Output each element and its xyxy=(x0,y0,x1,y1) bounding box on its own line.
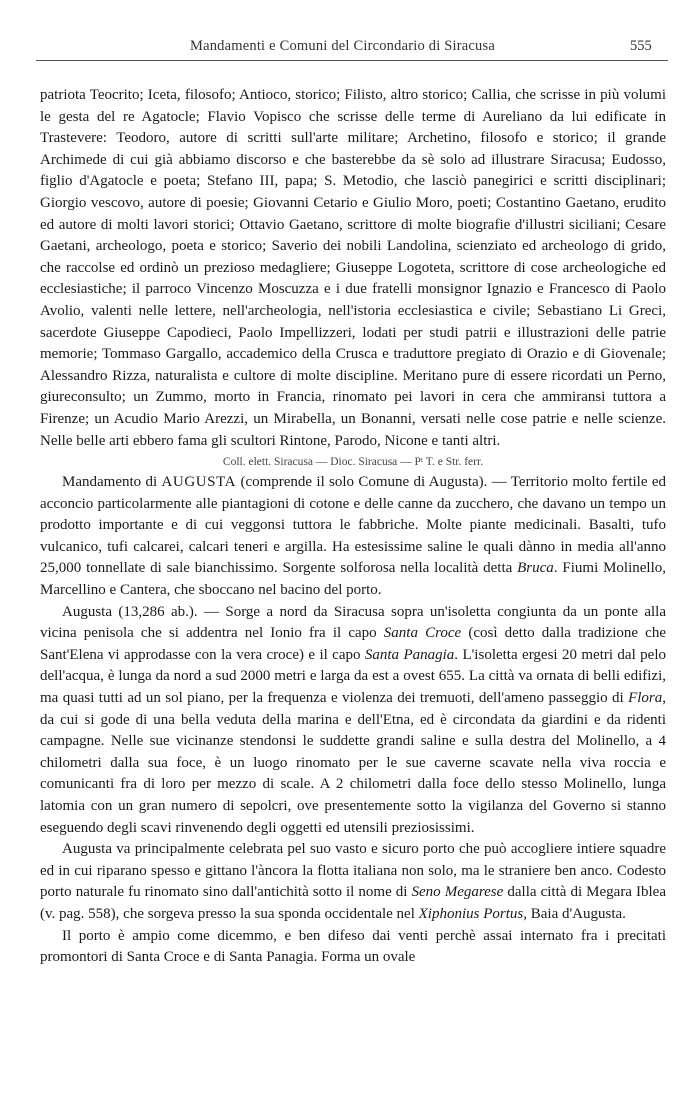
place-bruca: Bruca xyxy=(517,560,554,577)
porto-text-a: Augusta va principalmente celebrata pel suo vasto e sicuro porto che può accogliere intiere squadre ed in cui riparano spesso e gittano l'àncora la flotta italiana non solo, ma le straniere ben anco. Codesto porto naturale fu rinomato sino dall'antichità sotto il nome di xyxy=(40,841,666,901)
paragraph-porto-continued: Il porto è ampio come dicemmo, e ben difeso dai venti perchè assai internato fra i precitati promontori di Santa Croce e di Santa Panagia. Forma un ovale xyxy=(40,927,666,966)
mandamento-text-2: . Fiumi Molinello, Marcellino e Cantera, che sboccano nel bacino del porto. xyxy=(40,560,666,599)
place-seno-megarese: Seno Megarese xyxy=(411,884,504,901)
page-body xyxy=(40,85,666,969)
porto-text-c: dalla città di Megara Iblea (v. pag. 558), che sorgeva presso la sua sponda occidentale nel xyxy=(40,884,667,922)
electoral-footnote: Coll. elett. Siracusa — Dioc. Siracusa — Pᵗ T. e Str. ferr. xyxy=(222,456,484,469)
augusta-text-e: . L'isoletta ergesi 20 metri dal pelo dell'acqua, è lunga da nord a sud 2000 metri e larga da est a ovest 655. La città va ornata di belli edifizi, ma quasi tutti ad un sol piano, per la frequenza e violenza dei tremuoti, dell'ameno passeggio di xyxy=(40,646,666,707)
paragraph-augusta xyxy=(40,602,666,840)
augusta-text-g: , da cui si gode di una bella veduta della marina e dell'Etna, ed è circondata da giardini e da ridenti campagne. Nelle sue vicinanze stendonsi le suddette grandi saline e sulla destra del Molinello, a 4 chilometri dalla sua foce, è un luogo rinomato per le sue caverne scavate nella viva roccia e comunicanti fra di loro per mezzo di scale. A 2 chilometri dalla foce dello stesso Molinello, lunga latomia con un gran numero di sepolcri, ove presentemente sotto la vigilanza del Governo si stanno eseguendo degli scavi rinvenendo degli oggetti ed utensili preziosissimi. xyxy=(40,690,666,836)
mandamento-text: (comprende il solo Comune di Augusta). — Territorio molto fertile ed acconcio particolarmente alle piantagioni di cotone e delle canne da zucchero, che davano un tempo un prodotto importante e di cui veggonsi tuttora le fabbriche. Molte piante medicinali. Basalti, tufo vulcanico, tufi calcarei, calcari teneri e argilla. Ha estesissime saline le quali dànno in media all'anno 25,000 tonnellate di sale bianchissimo. Sorgente solforosa nella località detta xyxy=(40,474,666,577)
place-santa-panagia: Santa Panagia xyxy=(364,646,455,663)
augusta-text-c: (così detto dalla tradizione che Sant'Elena vi approdasse con la vera croce) e il capo xyxy=(40,625,666,663)
mandamento-name: AUGUSTA xyxy=(161,474,237,491)
place-santa-croce: Santa Croce xyxy=(383,625,462,642)
header-rule xyxy=(36,60,668,61)
porto-text-e: , Baia d'Augusta. xyxy=(523,905,626,922)
running-title: Mandamenti e Comuni del Circondario di Siracusa xyxy=(190,38,495,54)
running-header xyxy=(0,38,700,58)
paragraph-notables: patriota Teocrito; Iceta, filosofo; Antioco, storico; Filisto, altro storico; Callia, che scrisse in più volumi le gesta del re Agatocle; Flavio Vopisco che scrisse delle terme di Aureliano da lui edificate in Trastevere: Teodoro, autore di scritti sull'arte militare; Archetino, filosofo e storico; il grande Archimede di cui già abbiamo discorso e che basterebbe da sè solo ad illustrare Siracusa; Eudosso, figlio d'Agatocle e poeta; Stefano III, papa; S. Metodio, che lasciò panegirici e scritti disciplinari; Giorgio vescovo, autore di poesie; Giovanni Cetario e Giulio Moro, poeti; Costantino Gaetano, erudito ed autore di molti lavori storici; Ottavio Gaetano, scrittore di molte biografie d'illustri siciliani; Cesare Gaetani, archeologo, poeta e storico; Saverio dei nobili Landolina, scienziato ed archeologo di grido, che raccolse ed ordinò un prezioso medagliere; Giuseppe Logoteta, scrittore di cose archeologiche ed ecclesiastiche; il parroco Vincenzo Moscuzza e i due fratelli monsignor Ignazio e Francesco di Paolo Avolio, valenti nelle lettere, nell'archeologia, nell'istoria ecclesiastica e civile; Sebastiano Li Greci, sacerdote Giuseppe Capodieci, Paolo Impellizzeri, lodati per studi patrii e illustrazioni delle patrie memorie; Tommaso Gargallo, accademico della Crusca e traduttore pregiato di Orazio e di Giovenale; Alessandro Rizza, naturalista e cultore di molte discipline. Meritano pure di essere ricordati un Perno, giureconsulto; un Zummo, morto in Francia, rinomato pei lavori in cera che ammiransi tuttora a Firenze; un Acudio Mario Arezzi, un Mirabella, un Bonanni, versati nelle cose patrie e nelle scienze. Nelle belle arti ebbero fama gli scultori Rintone, Parodo, Nicone e tanti altri. xyxy=(40,87,666,449)
page-number: 555 xyxy=(630,38,652,54)
augusta-text-a: Augusta (13,286 ab.). — Sorge a nord da Siracusa sopra un'isoletta congiunta da un ponte alla vicina penisola che si addentra nel Ionio fra il capo xyxy=(40,603,666,642)
mandamento-lead: Mandamento di xyxy=(62,474,162,491)
paragraph-mandamento xyxy=(40,472,666,602)
paragraph-porto xyxy=(40,839,666,925)
place-xiphonius-portus: Xiphonius Portus xyxy=(418,905,524,922)
place-flora: Flora xyxy=(628,690,663,707)
